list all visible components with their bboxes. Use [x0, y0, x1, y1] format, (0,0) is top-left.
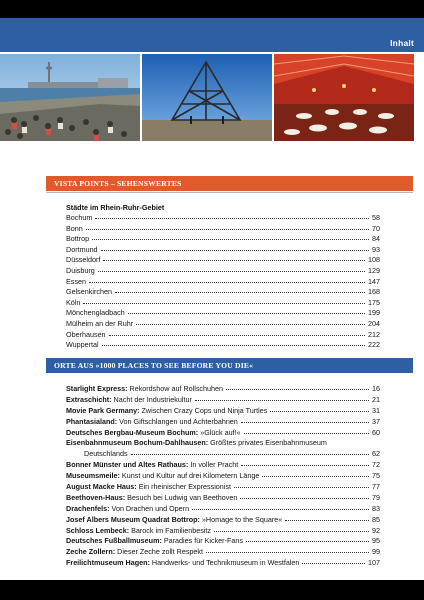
toc-entry[interactable]: Essen 147 [66, 276, 380, 286]
toc-entry[interactable]: Starlight Express: Rekordshow auf Rollschuhen 16 [66, 384, 380, 393]
toc-entry[interactable]: Drachenfels: Von Drachen und Opern 83 [66, 503, 380, 513]
section-divider [46, 192, 413, 193]
toc-entry[interactable]: August Macke Haus: Ein rheinischer Expressionist 77 [66, 482, 380, 492]
toc-entry[interactable]: Mönchengladbach 199 [66, 308, 380, 318]
toc-entry[interactable]: Oberhausen 212 [66, 329, 380, 339]
toc-entry[interactable]: Köln 175 [66, 297, 380, 307]
toc-entry[interactable]: Beethoven-Haus: Besuch bei Ludwig van Beethoven 79 [66, 492, 380, 502]
toc-entry[interactable]: Dortmund 93 [66, 244, 380, 254]
toc-entry[interactable]: Schloss Lembeck: Barock im Familienbesitz 92 [66, 525, 380, 535]
toc-entry[interactable]: Gelsenkirchen 168 [66, 287, 380, 297]
toc-entry[interactable]: Deutsches Bergbau-Museum Bochum: »Glück auf!« 60 [66, 427, 380, 437]
toc-entry[interactable]: Phantasialand: Von Giftschlangen und Achterbahnen 37 [66, 416, 380, 426]
toc-page [0, 18, 424, 580]
toc-entry[interactable]: Düsseldorf 108 [66, 255, 380, 265]
page-title: Inhalt [390, 38, 414, 48]
toc-entry-continuation[interactable]: Deutschlands 62 [84, 449, 380, 459]
toc-entry[interactable]: Mülheim an der Ruhr 204 [66, 318, 380, 328]
section-heading-1000-places: ORTE AUS »1000 PLACES TO SEE BEFORE YOU DIE« [46, 358, 413, 373]
toc-entry[interactable]: Movie Park Germany: Zwischen Crazy Cops und Ninja Turtles 31 [66, 405, 380, 415]
toc-entry[interactable]: Extraschicht: Nacht der Industriekultur 21 [66, 394, 380, 404]
toc-entry[interactable]: Bonner Münster und Altes Rathaus: In voller Pracht 72 [66, 460, 380, 470]
photo-riverfront [0, 54, 140, 141]
toc-entry[interactable]: Bottrop 84 [66, 234, 380, 244]
photo-tetrahedron [142, 54, 272, 141]
places-list [66, 384, 380, 569]
toc-entry[interactable]: Deutsches Fußballmuseum: Paradies für Kicker-Fans 95 [66, 536, 380, 546]
toc-entry[interactable]: Wuppertal 222 [66, 340, 380, 350]
toc-entry[interactable]: Josef Albers Museum Quadrat Bottrop: »Homage to the Square« 85 [66, 514, 380, 524]
subsection-title: Städte im Rhein-Ruhr-Gebiet [66, 203, 165, 212]
section-heading-vista-points: VISTA POINTS – SEHENSWERTES [46, 176, 413, 191]
city-list [66, 213, 380, 351]
toc-entry[interactable]: Eisenbahnmuseum Bochum-Dahlhausen: Größtes privates Eisenbahnmuseum [66, 438, 327, 448]
toc-entry[interactable]: Bonn 70 [66, 223, 380, 233]
toc-entry[interactable]: Bochum 58 [66, 213, 380, 222]
toc-entry[interactable]: Freilichtmuseum Hagen: Handwerks- und Technikmuseum in Westfalen 107 [66, 558, 380, 568]
toc-entry[interactable]: Duisburg 129 [66, 265, 380, 275]
photo-red-hall [274, 54, 414, 141]
toc-entry[interactable]: Zeche Zollern: Dieser Zeche zollt Respekt 99 [66, 547, 380, 557]
header-bar [0, 18, 424, 52]
toc-entry[interactable]: Museumsmeile: Kunst und Kultur auf drei Kilometern Länge 75 [66, 471, 380, 481]
photo-strip [0, 54, 424, 141]
